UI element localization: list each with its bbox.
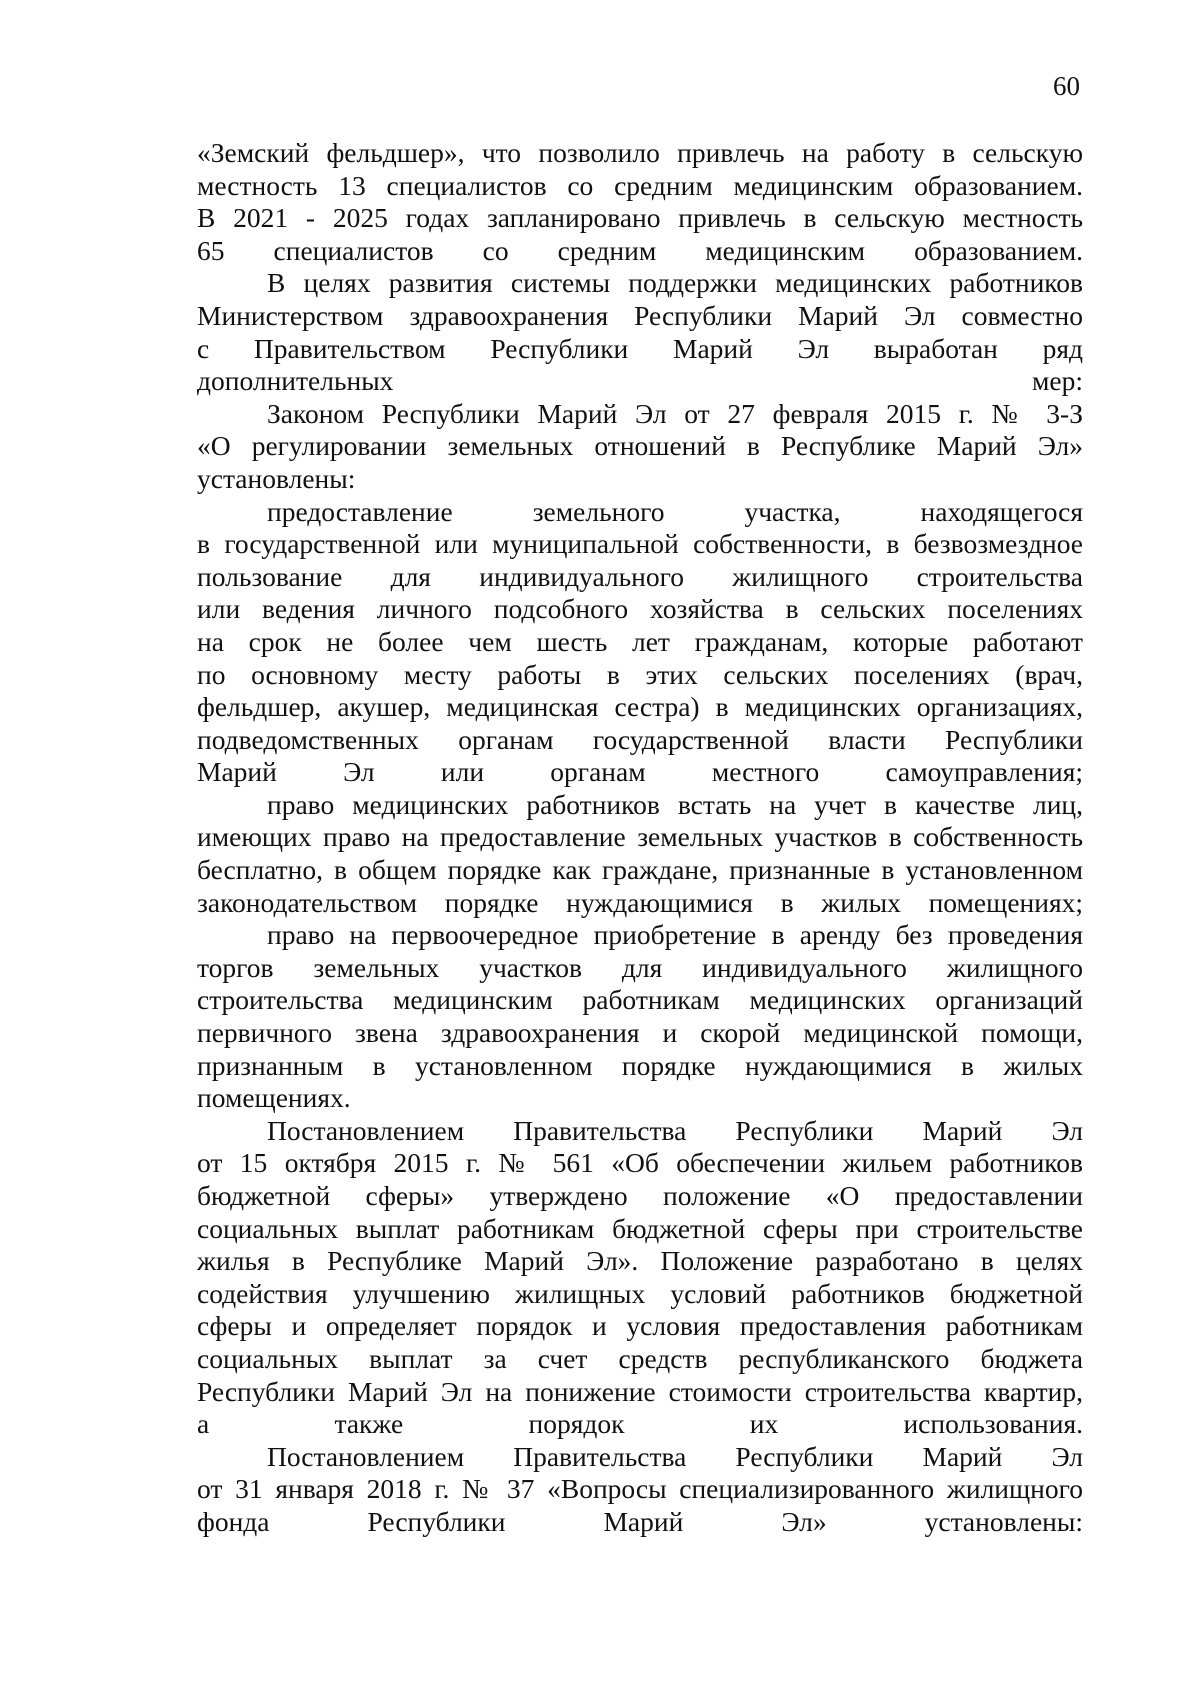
text-line: право медицинских работников встать на учет в качестве лиц, <box>267 788 1083 820</box>
text-line: предоставление земельного участка, находящегося <box>267 495 1083 527</box>
text-line: Постановлением Правительства Республики Марий Эл <box>267 1440 1083 1472</box>
text-line: Министерством здравоохранения Республики Марий Эл совместно <box>197 299 1083 331</box>
text-line: социальных выплат за счет средств республиканского бюджета <box>197 1342 1083 1374</box>
text-line: социальных выплат работникам бюджетной сферы при строительстве <box>197 1212 1083 1244</box>
text-line: Законом Республики Марий Эл от 27 февраля 2015 г. № 3-З <box>267 397 1083 429</box>
text-line: В 2021 - 2025 годах запланировано привлечь в сельскую местность <box>197 202 1083 234</box>
text-line: «Земский фельдшер», что позволило привлечь на работу в сельскую <box>197 137 1083 168</box>
text-line: первичного звена здравоохранения и скорой медицинской помощи, <box>197 1017 1083 1049</box>
text-line: с Правительством Республики Марий Эл выработан ряд <box>197 332 1083 364</box>
text-line: торгов земельных участков для индивидуального жилищного <box>197 951 1083 983</box>
text-line: от 15 октября 2015 г. № 561 «Об обеспечении жильем работников <box>197 1147 1083 1179</box>
text-line: или ведения личного подсобного хозяйства в сельских поселениях <box>197 593 1083 625</box>
text-line: «О регулировании земельных отношений в Республике Марий Эл» <box>197 430 1083 462</box>
text-line: подведомственных органам государственной власти Республики <box>197 723 1083 755</box>
text-line: фельдшер, акушер, медицинская сестра) в медицинских организациях, <box>197 691 1083 723</box>
text-line: законодательством порядке нуждающимися в жилых помещениях; <box>197 886 1083 918</box>
text-line: фонда Республики Марий Эл» установлены: <box>197 1505 1083 1537</box>
text-line: право на первоочередное приобретение в аренду без проведения <box>267 919 1083 951</box>
text-line: бюджетной сферы» утверждено положение «О предоставлении <box>197 1180 1083 1211</box>
text-line: местность 13 специалистов со средним медицинским образованием. <box>197 169 1083 201</box>
text-line: Постановлением Правительства Республики Марий Эл <box>267 1114 1083 1146</box>
text-line: установлены: <box>197 462 356 494</box>
text-line: а также порядок их использования. <box>197 1408 1083 1440</box>
text-line: помещениях. <box>197 1082 351 1114</box>
text-line: В целях развития системы поддержки медицинских работников <box>267 267 1083 299</box>
page-number: 60 <box>1053 71 1080 101</box>
text-line: имеющих право на предоставление земельных участков в собственность <box>197 821 1083 853</box>
text-line: на срок не более чем шесть лет гражданам, которые работают <box>197 625 1083 657</box>
text-line: Марий Эл или органам местного самоуправления; <box>197 756 1083 788</box>
text-line: пользование для индивидуального жилищного строительства <box>197 560 1083 592</box>
text-line: 65 специалистов со средним медицинским образованием. <box>197 234 1083 266</box>
text-line: бесплатно, в общем порядке как граждане, признанные в установленном <box>197 854 1083 886</box>
body-text <box>197 137 1083 1539</box>
text-line: признанным в установленном порядке нуждающимися в жилых <box>197 1049 1083 1081</box>
text-line: строительства медицинским работникам медицинских организаций <box>197 984 1083 1016</box>
text-line: в государственной или муниципальной собственности, в безвозмездное <box>197 528 1083 560</box>
text-line: от 31 января 2018 г. № 37 «Вопросы специализированного жилищного <box>197 1473 1083 1505</box>
text-line: жилья в Республике Марий Эл». Положение разработано в целях <box>197 1245 1083 1277</box>
text-line: дополнительных мер: <box>197 365 1083 397</box>
text-line: сферы и определяет порядок и условия предоставления работникам <box>197 1310 1083 1342</box>
text-line: Республики Марий Эл на понижение стоимости строительства квартир, <box>197 1375 1083 1407</box>
text-line: по основному месту работы в этих сельских поселениях (врач, <box>197 658 1083 690</box>
text-line: содействия улучшению жилищных условий работников бюджетной <box>197 1277 1083 1309</box>
